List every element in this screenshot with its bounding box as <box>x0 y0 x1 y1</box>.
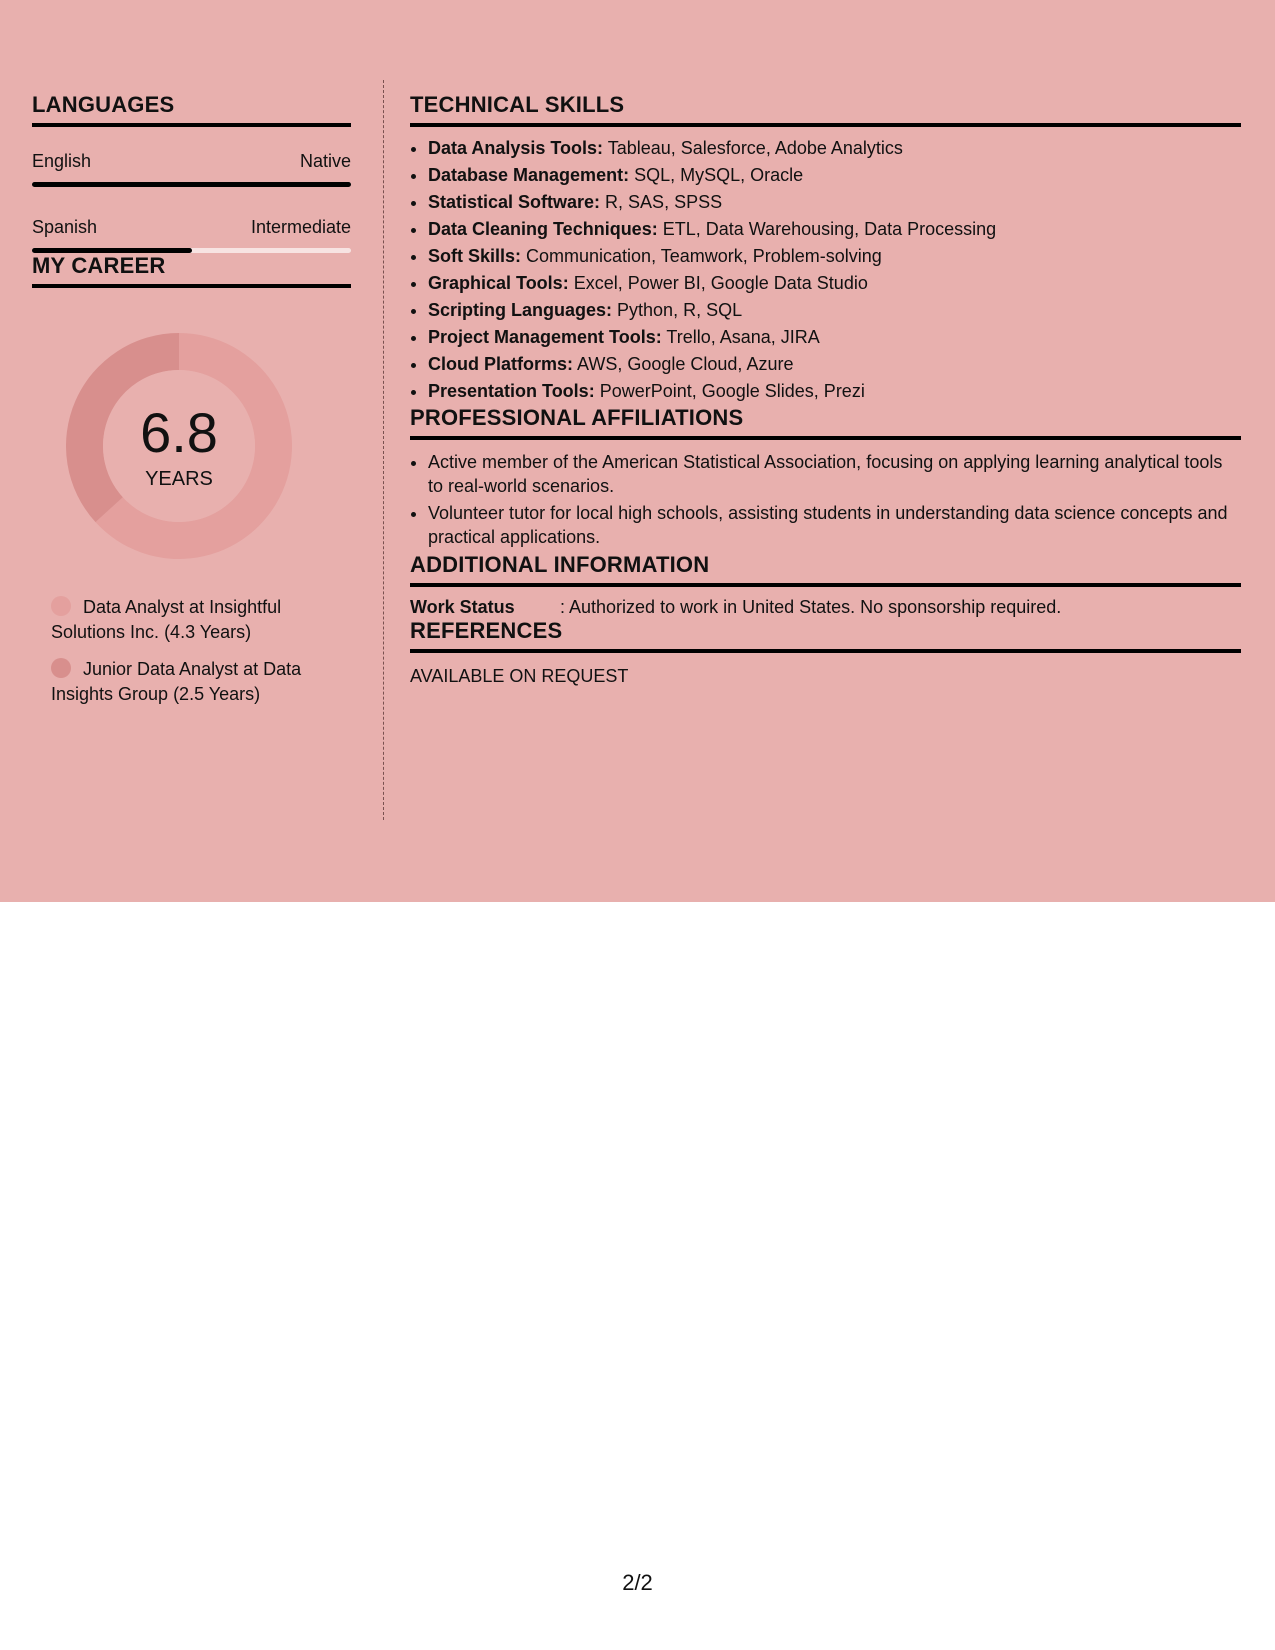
skill-label: Soft Skills: <box>428 246 522 266</box>
skill-label: Cloud Platforms: <box>428 354 574 374</box>
skill-label: Data Analysis Tools: <box>428 138 604 158</box>
career-total-unit: YEARS <box>145 468 213 490</box>
legend-item <box>51 595 341 645</box>
skill-item <box>428 135 1241 162</box>
language-proficiency-fill <box>32 248 192 253</box>
skill-label: Project Management Tools: <box>428 327 662 347</box>
career-heading: MY CAREER <box>32 253 351 288</box>
language-proficiency-fill <box>32 182 351 187</box>
skill-item <box>428 243 1241 270</box>
language-proficiency-bar <box>32 248 351 253</box>
work-status-value: : Authorized to work in United States. No sponsorship required. <box>560 597 1062 617</box>
skill-item <box>428 216 1241 243</box>
career-total-years: 6.8 <box>140 401 218 464</box>
skill-value: Trello, Asana, JIRA <box>661 327 820 347</box>
affiliation-item: • Volunteer tutor for local high schools, assisting students in understanding data science concepts and practical applications. <box>428 501 1241 549</box>
page-number: 2/2 <box>622 1570 653 1595</box>
languages-heading: LANGUAGES <box>32 92 351 127</box>
skill-label: Database Management: <box>428 165 630 185</box>
language-item-spanish <box>32 217 351 253</box>
language-name: English <box>32 151 92 171</box>
column-divider <box>383 80 384 820</box>
left-column <box>32 92 351 719</box>
skill-item <box>428 270 1241 297</box>
skill-item <box>428 162 1241 189</box>
skill-value: SQL, MySQL, Oracle <box>629 165 804 185</box>
skill-value: Tableau, Salesforce, Adobe Analytics <box>603 138 903 158</box>
skill-item <box>428 378 1241 405</box>
affiliations-list <box>410 450 1241 549</box>
skill-value: PowerPoint, Google Slides, Prezi <box>594 381 865 401</box>
skill-value: R, SAS, SPSS <box>600 192 723 212</box>
skill-label: Scripting Languages: <box>428 300 613 320</box>
references-heading: REFERENCES <box>410 618 1241 653</box>
language-level: Native <box>299 151 351 171</box>
skill-item <box>428 324 1241 351</box>
skill-label: Presentation Tools: <box>428 381 595 401</box>
skill-label: Graphical Tools: <box>428 273 569 293</box>
legend-label: Data Analyst at Insightful Solutions Inc. (4.3 Years) <box>51 597 282 642</box>
skill-item <box>428 189 1241 216</box>
skill-item <box>428 351 1241 378</box>
skill-value: AWS, Google Cloud, Azure <box>573 354 794 374</box>
work-status-label: Work Status <box>410 597 515 617</box>
skill-value: Excel, Power BI, Google Data Studio <box>568 273 868 293</box>
affiliation-item: • Active member of the American Statistical Association, focusing on applying learning analytical tools to real-world scenarios. <box>428 450 1241 498</box>
language-proficiency-bar <box>32 182 351 187</box>
language-name: Spanish <box>32 217 98 237</box>
legend-label: Junior Data Analyst at Data Insights Group (2.5 Years) <box>51 659 302 704</box>
references-text: AVAILABLE ON REQUEST <box>410 666 629 686</box>
career-donut-chart <box>66 333 292 559</box>
affiliations-heading: PROFESSIONAL AFFILIATIONS <box>410 405 1241 440</box>
skill-label: Statistical Software: <box>428 192 601 212</box>
skill-value: Python, R, SQL <box>612 300 743 320</box>
legend-item <box>51 657 341 707</box>
skill-label: Data Cleaning Techniques: <box>428 219 658 239</box>
skill-value: ETL, Data Warehousing, Data Processing <box>657 219 997 239</box>
skill-value: Communication, Teamwork, Problem-solving <box>521 246 882 266</box>
legend-swatch <box>51 658 71 678</box>
skill-item <box>428 297 1241 324</box>
technical-skills-heading: TECHNICAL SKILLS <box>410 92 1241 127</box>
donut-center <box>66 333 292 559</box>
legend-swatch <box>51 596 71 616</box>
technical-skills-list <box>410 135 1241 405</box>
career-legend <box>51 595 341 707</box>
language-level: Intermediate <box>250 217 351 237</box>
right-column <box>410 92 1241 687</box>
work-status-row <box>410 597 1241 618</box>
additional-info-heading: ADDITIONAL INFORMATION <box>410 552 1241 587</box>
language-item-english <box>32 151 351 187</box>
